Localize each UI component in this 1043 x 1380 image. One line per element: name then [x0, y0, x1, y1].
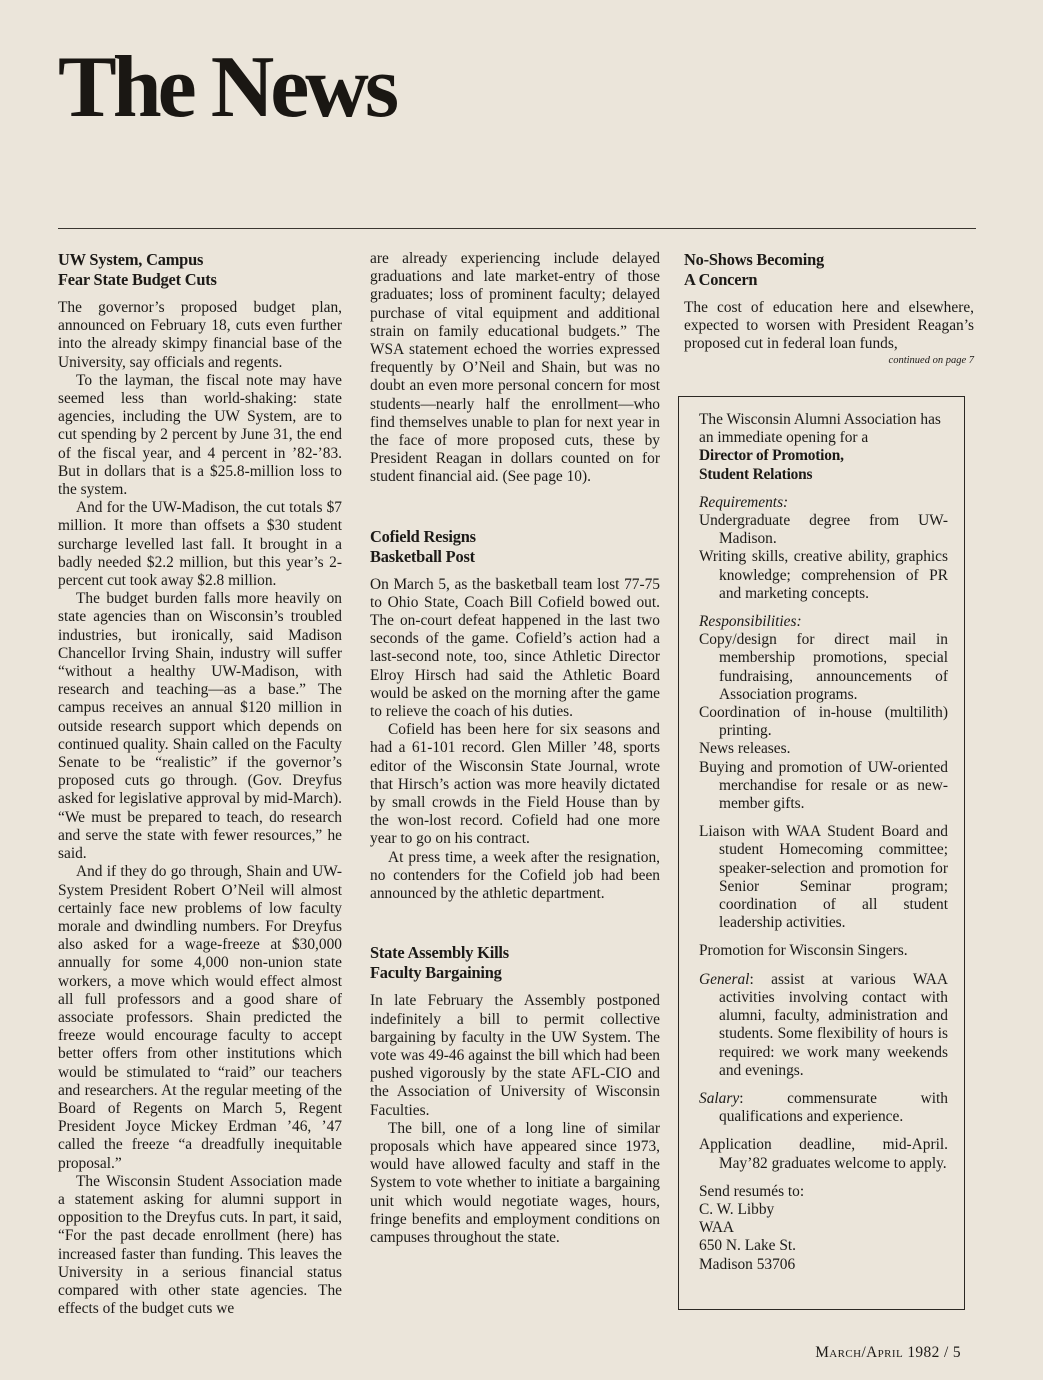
- requirement-item: Undergraduate degree from UW-Madison.: [699, 512, 948, 548]
- story-budget-cuts-continued: [370, 250, 660, 487]
- responsibility-item: Coordination of in-house (multilith) printing.: [699, 704, 948, 740]
- paragraph: To the layman, the fiscal note may have seemed less than world-shaking: state agencies, including the UW System, are to cut spending by 2 percent by June 31, the end of the fiscal year, and 4 percent in ’82-’83. But in dollars that is a $25.8-million loss to the system.: [58, 371, 342, 499]
- singers-item: Promotion for Wisconsin Singers.: [699, 942, 908, 960]
- header-rule: [58, 228, 976, 229]
- paragraph: And for the UW-Madison, the cut totals $7 million. It more than offsets a $30 student surcharge levelled last fall. It brought in a badly needed $2.2 million, but this year’s 2-percent cut took away $2.8 million.: [58, 499, 342, 590]
- address-line: C. W. Libby: [699, 1200, 775, 1218]
- paragraph: The Wisconsin Student Association made a statement asking for alumni support in opposition to the Dreyfus cuts. In part, it said, “For the past decade enrollment (here) has increased faster than funding. This leaves the University in a serious financial status compared with other state agencies. The effects of the budget cuts we: [58, 1172, 342, 1318]
- paragraph: The budget burden falls more heavily on state agencies than on Wisconsin’s troubled industries, but ironically, said Madison Chancellor Irving Shain, industry will suffer “without a healthy UW-Madison, with research and teaching—as a base.” The campus receives an annual $120 million in outside research support which depends on continued quality. Shain called on the Faculty Senate to be “realistic” if the governor’s proposed cuts go through. (Gov. Dreyfus asked for legislative approval by mid-March). “We must be prepared to teach, do research and serve the state with fewer resources,” he said.: [58, 590, 342, 863]
- paragraph: And if they do go through, Shain and UW-System President Robert O’Neil will almost certainly face new problems of low faculty morale and dwindling numbers. For Dreyfus also asked for a wage-freeze at $30,000 annually for some 4,000 non-union state workers, a move which would effect almost all full professors and a good share of associate professors. Shain predicted the freeze would encourage faculty to accept better offers from other institutions which would be stimulated to “raid” our teachers and researchers. At the regular meeting of the Board of Regents on March 5, Regent President Joyce Mickey Erdman ’46, ’47 called the freeze “a dreadfully inequitable proposal.”: [58, 863, 342, 1172]
- headline-no-shows: No-Shows Becoming A Concern: [684, 250, 825, 289]
- send-to-label: Send resumés to:: [699, 1182, 805, 1200]
- general-item: General: assist at various WAA activities involving contact with alumni, faculty, administration and students. Some flexibility of hours is required: we work many weekends and evenings.: [699, 970, 948, 1079]
- column-3: [684, 250, 974, 368]
- story-faculty-bargaining: [370, 943, 660, 1247]
- section-masthead: The News: [58, 39, 396, 136]
- address-line: 650 N. Lake St.: [699, 1237, 797, 1255]
- salary-item: Salary: commensurate with qualifications and experience.: [699, 1089, 948, 1126]
- page-footer: March/April 1982 / 5: [815, 1344, 961, 1361]
- address-line: Madison 53706: [699, 1255, 796, 1273]
- paragraph: are already experiencing include delayed graduations and late market-entry of those graduates; loss of prominent faculty; delayed purchase of vital equipment and additional strain on family educational budgets.” The WSA statement echoed the worries expressed frequently by O’Neil and Shain, but was no doubt an even more personal concern for most students—nearly half the enrollment—who find themselves unable to plan for next year in the face of more proposed cuts, these by President Reagan in dollars counted on for student financial aid. (See page 10).: [370, 250, 660, 486]
- headline-budget-cuts: UW System, Campus Fear State Budget Cuts: [58, 250, 217, 289]
- responsibility-item: News releases.: [699, 740, 791, 758]
- story-cofield-resigns: [370, 527, 660, 904]
- column-2: [370, 250, 660, 1247]
- paragraph: At press time, a week after the resignation, no contenders for the Cofield job had been announced by the athletic department.: [370, 848, 660, 903]
- mailing-address: [699, 1183, 948, 1274]
- paragraph: The bill, one of a long line of similar proposals which have appeared since 1973, would have allowed faculty and staff in the System to vote whether to initiate a bargaining unit which would negotiate wages, hours, fringe benefits and employment conditions on campuses throughout the state.: [370, 1119, 660, 1246]
- general-label: General: [699, 970, 750, 988]
- job-advertisement: [678, 396, 965, 1310]
- paragraph: The cost of education here and elsewhere, expected to worsen with President Reagan’s proposed cut in federal loan funds,: [684, 299, 974, 353]
- ad-intro: The Wisconsin Alumni Association has an immediate opening for a Director of Promotion, Student Relations: [699, 411, 948, 484]
- responsibilities-label: Responsibilities:: [699, 613, 802, 631]
- story-no-shows: [684, 250, 974, 368]
- address-line: WAA: [699, 1219, 735, 1237]
- paragraph: In late February the Assembly postponed indefinitely a bill to permit collective bargaining by faculty in the UW System. The vote was 49-46 against the bill which had been pushed vigorously by the state AFL-CIO and the Association of University of Wisconsin Faculties.: [370, 992, 660, 1119]
- ad-position-title: Director of Promotion,: [699, 447, 844, 465]
- requirements-label: Requirements:: [699, 493, 789, 511]
- paragraph: Cofield has been here for six seasons and had a 61-101 record. Glen Miller ’48, sports editor of the Wisconsin State Journal, wrote that Hirsch’s action was more heavily dictated by small crowds in the Field House than by the won-lost record. Cofield had one more year to go on his contract.: [370, 721, 660, 848]
- responsibility-item: Buying and promotion of UW-oriented merchandise for resale or as new-member gifts.: [699, 758, 948, 813]
- headline-cofield-resigns: Cofield Resigns Basketball Post: [370, 526, 476, 566]
- story-budget-cuts: [58, 250, 342, 1318]
- liaison-item: Liaison with WAA Student Board and student Homecoming committee; speaker-selection and promotion for Senior Seminar program; coordination of all student leadership activities.: [699, 823, 948, 932]
- continued-note: continued on page 7: [888, 354, 974, 366]
- requirement-item: Writing skills, creative ability, graphics knowledge; comprehension of PR and marketing concepts.: [699, 548, 948, 602]
- headline-faculty-bargaining: State Assembly Kills Faculty Bargaining: [370, 943, 509, 983]
- deadline-item: Application deadline, mid-April. May’82 graduates welcome to apply.: [699, 1136, 948, 1172]
- paragraph: The governor’s proposed budget plan, announced on February 18, cuts even further into the already skimpy financial base of the University, say officials and regents.: [58, 299, 342, 371]
- responsibility-item: Copy/design for direct mail in membership promotions, special fundraising, announcements of Association programs.: [699, 631, 948, 703]
- salary-label: Salary: [699, 1089, 740, 1107]
- column-1: [58, 250, 342, 1318]
- paragraph: On March 5, as the basketball team lost 77-75 to Ohio State, Coach Bill Cofield bowed out. The on-court defeat happened in the last two seconds of the game. Cofield’s action had a last-second note, too, since Athletic Director Elroy Hirsch had said the Athletic Board would be asked on the morning after the game to relieve the coach of his duties.: [370, 575, 660, 721]
- ad-position-title-2: Student Relations: [699, 465, 813, 483]
